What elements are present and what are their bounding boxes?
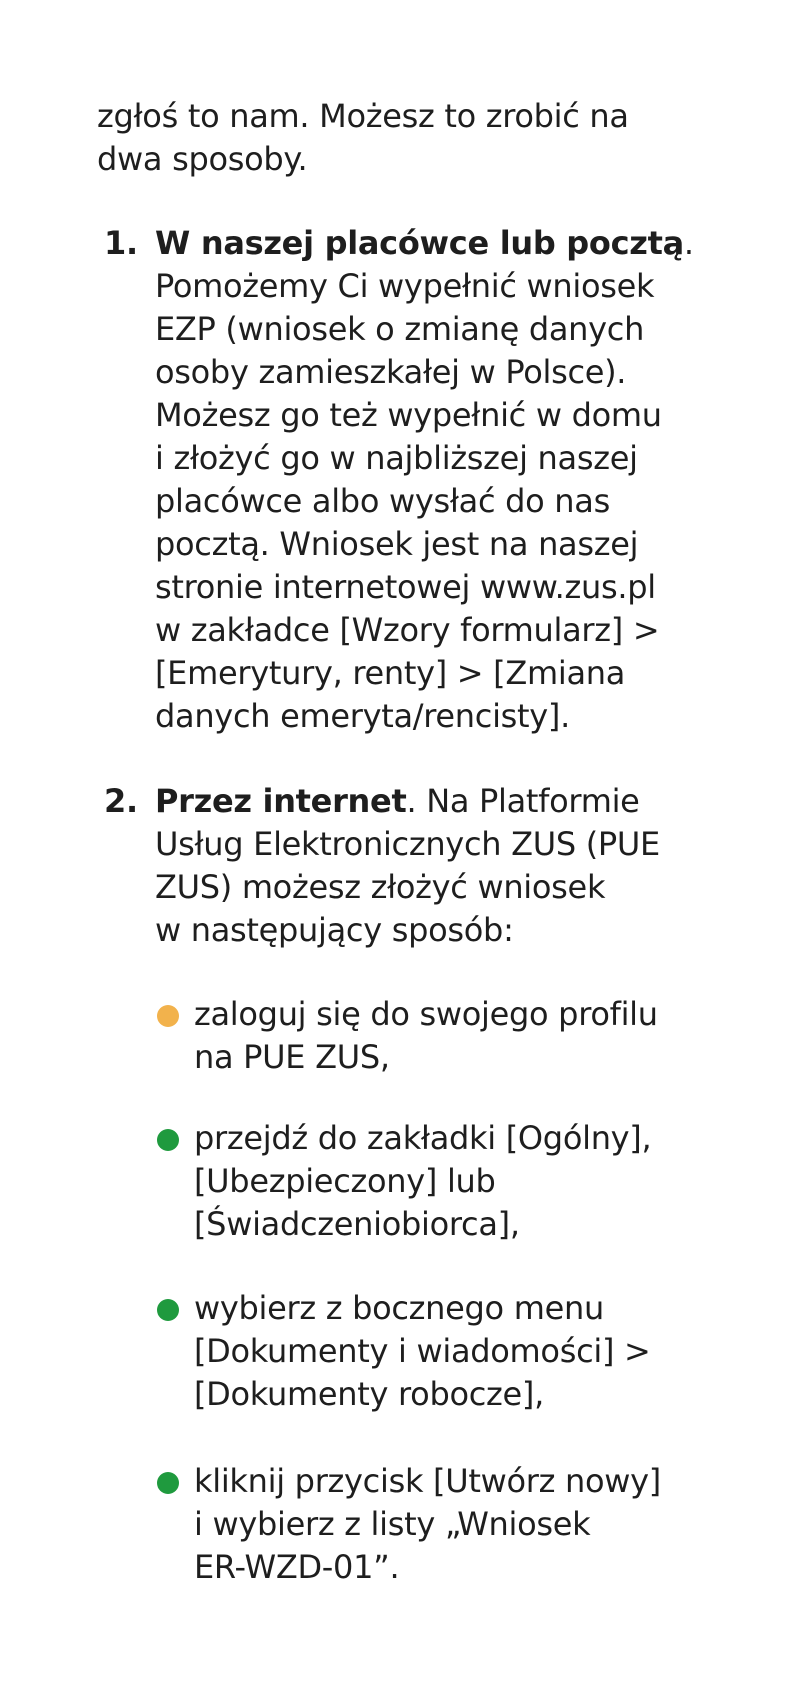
method-text-line: w następujący sposób: bbox=[155, 911, 514, 949]
bullet-dot-icon bbox=[157, 1299, 179, 1321]
step-text-line: przejdź do zakładki [Ogólny], bbox=[194, 1119, 652, 1157]
method-title: Przez internet bbox=[155, 782, 407, 820]
method-first-line bbox=[155, 780, 715, 823]
method-text-line: i złożyć go w najbliższej naszej bbox=[155, 439, 638, 477]
step-text-line: ER-WZD-01”. bbox=[194, 1548, 400, 1586]
method-body bbox=[155, 222, 715, 738]
method-first-line bbox=[155, 222, 715, 265]
step-item bbox=[155, 993, 715, 1083]
bullet-dot-icon bbox=[157, 1005, 179, 1027]
method-body bbox=[155, 780, 715, 952]
method-item-internet bbox=[104, 780, 704, 949]
method-text-line: [Emerytury, renty] > [Zmiana bbox=[155, 654, 626, 692]
method-text-line: Pomożemy Ci wypełnić wniosek bbox=[155, 267, 655, 305]
step-text-line: i wybierz z listy „Wniosek bbox=[194, 1505, 591, 1543]
method-text-line: osoby zamieszkałej w Polsce). bbox=[155, 353, 627, 391]
step-item bbox=[155, 1117, 715, 1247]
step-item bbox=[155, 1287, 715, 1417]
list-number: 1. bbox=[104, 224, 138, 262]
step-text-line: kliknij przycisk [Utwórz nowy] bbox=[194, 1462, 661, 1500]
method-text-line: placówce albo wysłać do nas bbox=[155, 482, 610, 520]
intro-line: dwa sposoby. bbox=[97, 140, 308, 178]
step-text-line: wybierz z bocznego menu bbox=[194, 1289, 604, 1327]
step-text bbox=[194, 993, 714, 1079]
method-text-line: danych emeryta/rencisty]. bbox=[155, 697, 570, 735]
step-text bbox=[194, 1117, 714, 1246]
bullet-dot-icon bbox=[157, 1472, 179, 1494]
step-text bbox=[194, 1287, 714, 1416]
step-text-line: na PUE ZUS, bbox=[194, 1038, 390, 1076]
method-text-line: Możesz go też wypełnić w domu bbox=[155, 396, 662, 434]
method-text-line: Usług Elektronicznych ZUS (PUE bbox=[155, 825, 660, 863]
method-text-line: pocztą. Wniosek jest na naszej bbox=[155, 525, 639, 563]
step-text-line: [Dokumenty i wiadomości] > bbox=[194, 1332, 651, 1370]
step-text-line: [Świadczeniobiorca], bbox=[194, 1205, 520, 1243]
method-text-line: w zakładce [Wzory formularz] > bbox=[155, 611, 660, 649]
step-text-line: [Ubezpieczony] lub bbox=[194, 1162, 496, 1200]
method-text: . Na Platformie bbox=[406, 782, 640, 820]
method-text-line: EZP (wniosek o zmianę danych bbox=[155, 310, 645, 348]
step-text-line: zaloguj się do swojego profilu bbox=[194, 995, 658, 1033]
list-number: 2. bbox=[104, 782, 138, 820]
step-item bbox=[155, 1460, 715, 1590]
intro-line: zgłoś to nam. Możesz to zrobić na bbox=[97, 97, 629, 135]
method-text-line: ZUS) możesz złożyć wniosek bbox=[155, 868, 606, 906]
method-text: . bbox=[683, 224, 694, 262]
method-item-in-office bbox=[104, 222, 704, 735]
method-text-line: stronie internetowej www.zus.pl bbox=[155, 568, 656, 606]
method-title: W naszej placówce lub pocztą bbox=[155, 224, 684, 262]
step-text bbox=[194, 1460, 714, 1589]
step-text-line: [Dokumenty robocze], bbox=[194, 1375, 544, 1413]
bullet-dot-icon bbox=[157, 1129, 179, 1151]
intro-paragraph bbox=[97, 95, 717, 181]
